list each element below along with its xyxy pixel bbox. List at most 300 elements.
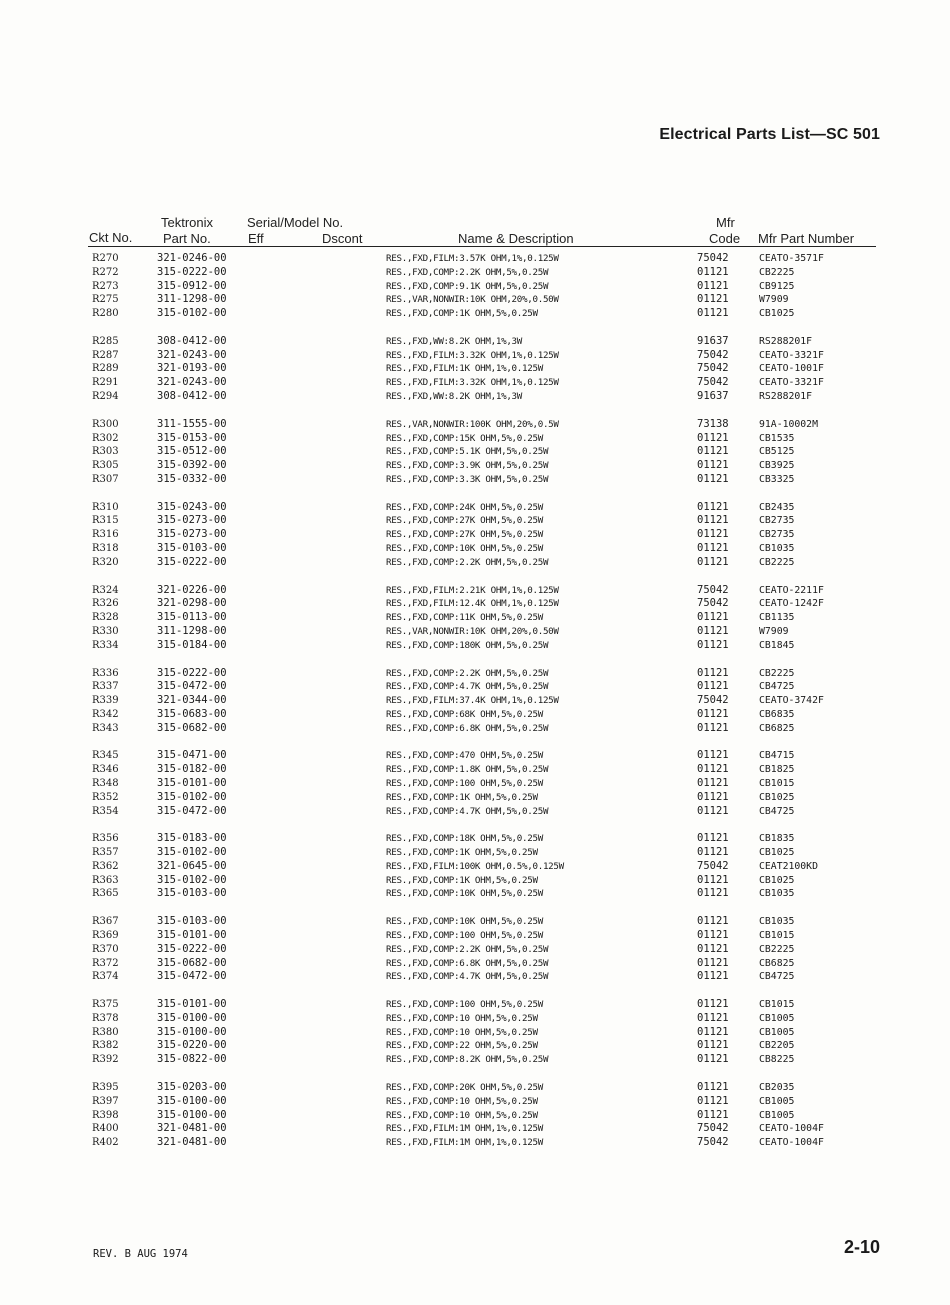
- mfr-code: 01121: [697, 265, 729, 278]
- mfr-code: 91637: [697, 390, 729, 403]
- mfr-part-number: CB4725: [759, 681, 795, 693]
- col-mfr-part-number: Mfr Part Number: [758, 231, 855, 246]
- col-name-description: Name & Description: [458, 231, 574, 246]
- ckt-no: R275: [92, 294, 119, 306]
- mfr-code: 01121: [697, 1039, 729, 1052]
- description: RES.,FXD,COMP:15K OHM,5%,0.25W: [386, 432, 543, 444]
- part-no: 321-0481-00: [157, 1122, 227, 1135]
- description: RES.,VAR,NONWIR:10K OHM,20%,0.50W: [386, 294, 559, 306]
- table-row: [0, 390, 950, 404]
- part-no: 321-0645-00: [157, 859, 227, 872]
- table-row: [0, 1122, 950, 1136]
- ckt-no: R342: [92, 708, 119, 720]
- mfr-code: 01121: [697, 638, 729, 651]
- ckt-no: R356: [92, 833, 119, 845]
- col-dscont: Dscont: [322, 231, 363, 246]
- mfr-part-number: CB8225: [759, 1054, 795, 1066]
- ckt-no: R294: [92, 391, 119, 403]
- table-row: [0, 611, 950, 625]
- ckt-no: R273: [92, 280, 119, 292]
- mfr-code: 01121: [697, 928, 729, 941]
- mfr-code: 01121: [697, 445, 729, 458]
- table-row: [0, 1136, 950, 1150]
- description: RES.,FXD,COMP:5.1K OHM,5%,0.25W: [386, 446, 549, 458]
- mfr-part-number: CB6825: [759, 957, 795, 969]
- part-no: 315-0222-00: [157, 555, 227, 568]
- part-no: 315-0102-00: [157, 790, 227, 803]
- mfr-part-number: CB1005: [759, 1095, 795, 1107]
- mfr-part-number: CB3925: [759, 460, 795, 472]
- mfr-part-number: CB2035: [759, 1082, 795, 1093]
- parts-group: [0, 1081, 950, 1150]
- mfr-part-number: CB1025: [759, 791, 795, 803]
- ckt-no: R343: [92, 722, 119, 734]
- mfr-code: 75042: [697, 362, 729, 375]
- table-row: [0, 791, 950, 805]
- mfr-part-number: CB4715: [759, 750, 795, 762]
- ckt-no: R318: [92, 543, 119, 555]
- col-part-no: Part No.: [163, 231, 211, 246]
- mfr-code: 75042: [697, 1122, 729, 1135]
- mfr-code: 01121: [697, 956, 729, 969]
- mfr-code: 01121: [697, 666, 729, 679]
- ckt-no: R397: [92, 1095, 119, 1107]
- ckt-no: R320: [92, 556, 119, 568]
- mfr-code: 01121: [697, 790, 729, 803]
- ckt-no: R372: [92, 957, 119, 969]
- table-row: [0, 998, 950, 1012]
- ckt-no: R348: [92, 777, 119, 789]
- ckt-no: R334: [92, 639, 119, 651]
- table-row: [0, 349, 950, 363]
- description: RES.,FXD,COMP:2.2K OHM,5%,0.25W: [386, 667, 549, 679]
- table-row: [0, 584, 950, 598]
- table-row: [0, 832, 950, 846]
- table-row: [0, 846, 950, 860]
- ckt-no: R380: [92, 1026, 119, 1038]
- ckt-no: R272: [92, 266, 119, 278]
- ckt-no: R285: [92, 335, 119, 347]
- mfr-part-number: RS288201F: [759, 335, 813, 347]
- ckt-no: R345: [92, 750, 119, 762]
- description: RES.,FXD,COMP:68K OHM,5%,0.25W: [386, 708, 543, 720]
- mfr-code: 01121: [697, 970, 729, 983]
- ckt-no: R357: [92, 847, 119, 859]
- part-no: 315-0101-00: [157, 928, 227, 941]
- revision-note: REV. B AUG 1974: [93, 1248, 188, 1260]
- ckt-no: R300: [92, 418, 119, 430]
- mfr-part-number: CB2225: [759, 266, 795, 278]
- description: RES.,FXD,COMP:24K OHM,5%,0.25W: [386, 501, 543, 513]
- table-row: [0, 376, 950, 390]
- ckt-no: R370: [92, 943, 119, 955]
- description: RES.,FXD,COMP:1K OHM,5%,0.25W: [386, 791, 538, 803]
- part-no: 321-0344-00: [157, 694, 227, 707]
- col-mfr: Mfr: [716, 215, 735, 230]
- description: RES.,FXD,FILM:1M OHM,1%,0.125W: [386, 1123, 543, 1135]
- page-number: 2-10: [843, 1237, 880, 1257]
- ckt-no: R302: [92, 432, 119, 444]
- part-no: 315-0203-00: [157, 1081, 227, 1093]
- description: RES.,FXD,COMP:10 OHM,5%,0.25W: [386, 1109, 538, 1121]
- part-no: 315-0220-00: [157, 1039, 227, 1052]
- mfr-code: 01121: [697, 776, 729, 789]
- table-row: [0, 418, 950, 432]
- ckt-no: R398: [92, 1109, 119, 1121]
- table-row: [0, 777, 950, 791]
- table-row: [0, 887, 950, 901]
- description: RES.,FXD,FILM:2.21K OHM,1%,0.125W: [386, 584, 559, 596]
- part-no: 308-0412-00: [157, 334, 227, 347]
- part-no: 315-0243-00: [157, 500, 227, 513]
- mfr-part-number: CEATO-3321F: [759, 349, 824, 361]
- table-row: [0, 874, 950, 888]
- mfr-part-number: W7909: [759, 625, 789, 637]
- table-row: [0, 860, 950, 874]
- mfr-code: 01121: [697, 514, 729, 527]
- mfr-part-number: CB2225: [759, 556, 795, 568]
- mfr-code: 01121: [697, 915, 729, 928]
- mfr-code: 01121: [697, 749, 729, 762]
- table-row: [0, 293, 950, 307]
- mfr-code: 01121: [697, 307, 729, 320]
- mfr-part-number: CB1005: [759, 1012, 795, 1024]
- description: RES.,FXD,COMP:10 OHM,5%,0.25W: [386, 1026, 538, 1038]
- part-no: 308-0412-00: [157, 390, 227, 403]
- ckt-no: R395: [92, 1082, 119, 1093]
- mfr-part-number: CB1825: [759, 764, 795, 776]
- mfr-part-number: CB2435: [759, 501, 795, 513]
- mfr-part-number: CEATO-1001F: [759, 363, 824, 375]
- table-row: [0, 266, 950, 280]
- ckt-no: R330: [92, 625, 119, 637]
- description: RES.,FXD,FILM:3.32K OHM,1%,0.125W: [386, 349, 559, 361]
- mfr-code: 01121: [697, 873, 729, 886]
- description: RES.,FXD,FILM:3.57K OHM,1%,0.125W: [386, 253, 559, 264]
- description: RES.,FXD,COMP:1.8K OHM,5%,0.25W: [386, 764, 549, 776]
- mfr-part-number: CB4725: [759, 805, 795, 817]
- mfr-code: 01121: [697, 555, 729, 568]
- parts-group: [0, 501, 950, 570]
- mfr-code: 75042: [697, 583, 729, 596]
- table-row: [0, 514, 950, 528]
- mfr-code: 75042: [697, 597, 729, 610]
- mfr-part-number: CB1015: [759, 929, 795, 941]
- description: RES.,FXD,WW:8.2K OHM,1%,3W: [386, 335, 523, 347]
- mfr-part-number: CB1035: [759, 916, 795, 928]
- description: RES.,FXD,COMP:10 OHM,5%,0.25W: [386, 1012, 538, 1024]
- mfr-part-number: CB9125: [759, 280, 795, 292]
- parts-group: [0, 667, 950, 736]
- mfr-code: 73138: [697, 417, 729, 430]
- part-no: 315-0182-00: [157, 763, 227, 776]
- table-row: [0, 528, 950, 542]
- mfr-code: 01121: [697, 431, 729, 444]
- col-eff: Eff: [248, 231, 264, 246]
- part-no: 315-0101-00: [157, 776, 227, 789]
- ckt-no: R378: [92, 1012, 119, 1024]
- ckt-no: R280: [92, 308, 119, 320]
- ckt-no: R316: [92, 529, 119, 541]
- table-row: [0, 1109, 950, 1123]
- ckt-no: R375: [92, 999, 119, 1011]
- table-row: [0, 280, 950, 294]
- ckt-no: R362: [92, 860, 119, 872]
- description: RES.,FXD,COMP:3.3K OHM,5%,0.25W: [386, 473, 549, 485]
- table-row: [0, 957, 950, 971]
- table-row: [0, 473, 950, 487]
- mfr-part-number: CB3325: [759, 473, 795, 485]
- mfr-code: 01121: [697, 1011, 729, 1024]
- mfr-part-number: CB5125: [759, 446, 795, 458]
- description: RES.,FXD,COMP:27K OHM,5%,0.25W: [386, 529, 543, 541]
- mfr-part-number: CEATO-1004F: [759, 1123, 824, 1135]
- ckt-no: R305: [92, 460, 119, 472]
- parts-group: [0, 915, 950, 984]
- part-no: 321-0298-00: [157, 597, 227, 610]
- ckt-no: R363: [92, 874, 119, 886]
- mfr-code: 01121: [697, 279, 729, 292]
- part-no: 315-0103-00: [157, 542, 227, 555]
- ckt-no: R369: [92, 929, 119, 941]
- part-no: 315-0472-00: [157, 680, 227, 693]
- table-row: [0, 335, 950, 349]
- ckt-no: R303: [92, 446, 119, 458]
- mfr-part-number: CB1015: [759, 999, 795, 1011]
- description: RES.,FXD,COMP:180K OHM,5%,0.25W: [386, 639, 549, 651]
- ckt-no: R367: [92, 916, 119, 928]
- mfr-part-number: CB1035: [759, 543, 795, 555]
- description: RES.,FXD,COMP:10K OHM,5%,0.25W: [386, 543, 543, 555]
- part-no: 315-0471-00: [157, 749, 227, 762]
- mfr-part-number: CB1845: [759, 639, 795, 651]
- mfr-code: 01121: [697, 998, 729, 1011]
- ckt-no: R346: [92, 764, 119, 776]
- table-row: [0, 763, 950, 777]
- table-row: [0, 1053, 950, 1067]
- mfr-part-number: CB2205: [759, 1040, 795, 1052]
- mfr-code: 75042: [697, 1136, 729, 1149]
- ckt-no: R270: [92, 253, 119, 264]
- table-row: [0, 459, 950, 473]
- mfr-part-number: CB2225: [759, 667, 795, 679]
- description: RES.,FXD,COMP:6.8K OHM,5%,0.25W: [386, 957, 549, 969]
- description: RES.,FXD,COMP:470 OHM,5%,0.25W: [386, 750, 543, 762]
- description: RES.,FXD,COMP:2.2K OHM,5%,0.25W: [386, 266, 549, 278]
- mfr-code: 75042: [697, 348, 729, 361]
- table-row: [0, 915, 950, 929]
- mfr-part-number: CB1025: [759, 874, 795, 886]
- table-row: [0, 943, 950, 957]
- ckt-no: R392: [92, 1054, 119, 1066]
- mfr-code: 01121: [697, 887, 729, 900]
- description: RES.,FXD,COMP:4.7K OHM,5%,0.25W: [386, 681, 549, 693]
- description: RES.,FXD,COMP:4.7K OHM,5%,0.25W: [386, 971, 549, 983]
- ckt-no: R287: [92, 349, 119, 361]
- table-row: [0, 1039, 950, 1053]
- part-no: 321-0246-00: [157, 252, 227, 264]
- part-no: 315-0100-00: [157, 1108, 227, 1121]
- part-no: 315-0184-00: [157, 638, 227, 651]
- part-no: 315-0822-00: [157, 1053, 227, 1066]
- parts-group: [0, 335, 950, 404]
- part-no: 321-0243-00: [157, 348, 227, 361]
- mfr-code: 01121: [697, 1081, 729, 1093]
- col-code: Code: [709, 231, 741, 246]
- mfr-part-number: CB1835: [759, 833, 795, 845]
- mfr-part-number: CEATO-3321F: [759, 377, 824, 389]
- description: RES.,FXD,COMP:2.2K OHM,5%,0.25W: [386, 943, 549, 955]
- description: RES.,FXD,FILM:37.4K OHM,1%,0.125W: [386, 695, 559, 707]
- table-row: [0, 501, 950, 515]
- ckt-no: R382: [92, 1040, 119, 1052]
- mfr-code: 01121: [697, 472, 729, 485]
- col-ckt-no: Ckt No.: [89, 230, 133, 245]
- part-no: 315-0153-00: [157, 431, 227, 444]
- part-no: 315-0273-00: [157, 528, 227, 541]
- mfr-code: 01121: [697, 500, 729, 513]
- description: RES.,FXD,WW:8.2K OHM,1%,3W: [386, 391, 523, 403]
- page-title: Electrical Parts List—SC 501: [659, 126, 880, 143]
- table-row: [0, 252, 950, 266]
- ckt-no: R354: [92, 805, 119, 817]
- mfr-part-number: CB4725: [759, 971, 795, 983]
- parts-group: [0, 832, 950, 901]
- part-no: 315-0102-00: [157, 307, 227, 320]
- mfr-code: 01121: [697, 293, 729, 306]
- mfr-code: 01121: [697, 707, 729, 720]
- table-row: [0, 597, 950, 611]
- table-row: [0, 556, 950, 570]
- mfr-part-number: CB1005: [759, 1026, 795, 1038]
- description: RES.,FXD,COMP:1K OHM,5%,0.25W: [386, 874, 538, 886]
- mfr-code: 01121: [697, 459, 729, 472]
- description: RES.,FXD,COMP:3.9K OHM,5%,0.25W: [386, 460, 549, 472]
- mfr-code: 01121: [697, 1025, 729, 1038]
- ckt-no: R328: [92, 612, 119, 624]
- part-no: 315-0101-00: [157, 998, 227, 1011]
- mfr-part-number: CEATO-1004F: [759, 1137, 824, 1149]
- mfr-part-number: CB1535: [759, 432, 795, 444]
- description: RES.,FXD,FILM:1M OHM,1%,0.125W: [386, 1137, 543, 1149]
- part-no: 311-1298-00: [157, 624, 227, 637]
- mfr-part-number: CEATO-3571F: [759, 253, 824, 264]
- mfr-part-number: CEATO-2211F: [759, 584, 824, 596]
- description: RES.,FXD,FILM:1K OHM,1%,0.125W: [386, 363, 543, 375]
- ckt-no: R400: [92, 1123, 119, 1135]
- mfr-part-number: CB1035: [759, 888, 795, 900]
- mfr-part-number: CB6825: [759, 722, 795, 734]
- part-no: 315-0100-00: [157, 1094, 227, 1107]
- col-tektronix: Tektronix: [161, 215, 214, 230]
- parts-group: [0, 418, 950, 487]
- part-no: 315-0100-00: [157, 1011, 227, 1024]
- mfr-part-number: CB2735: [759, 515, 795, 527]
- mfr-part-number: CB2735: [759, 529, 795, 541]
- table-row: [0, 680, 950, 694]
- mfr-code: 75042: [697, 376, 729, 389]
- description: RES.,FXD,COMP:20K OHM,5%,0.25W: [386, 1082, 543, 1093]
- description: RES.,FXD,COMP:1K OHM,5%,0.25W: [386, 308, 538, 320]
- part-no: 321-0226-00: [157, 583, 227, 596]
- ckt-no: R365: [92, 888, 119, 900]
- table-row: [0, 1026, 950, 1040]
- mfr-code: 01121: [697, 1094, 729, 1107]
- header-rule: [88, 246, 876, 247]
- ckt-no: R326: [92, 598, 119, 610]
- table-row: [0, 722, 950, 736]
- mfr-code: 01121: [697, 763, 729, 776]
- mfr-part-number: CB1025: [759, 847, 795, 859]
- description: RES.,FXD,COMP:10K OHM,5%,0.25W: [386, 888, 543, 900]
- part-no: 315-0392-00: [157, 459, 227, 472]
- ckt-no: R374: [92, 971, 119, 983]
- mfr-code: 75042: [697, 859, 729, 872]
- description: RES.,FXD,COMP:27K OHM,5%,0.25W: [386, 515, 543, 527]
- mfr-part-number: CB6835: [759, 708, 795, 720]
- mfr-code: 01121: [697, 542, 729, 555]
- part-no: 315-0102-00: [157, 873, 227, 886]
- mfr-part-number: CB1025: [759, 308, 795, 320]
- description: RES.,FXD,COMP:18K OHM,5%,0.25W: [386, 833, 543, 845]
- ckt-no: R324: [92, 584, 119, 596]
- description: RES.,VAR,NONWIR:100K OHM,20%,0.5W: [386, 418, 559, 430]
- part-no: 321-0243-00: [157, 376, 227, 389]
- description: RES.,VAR,NONWIR:10K OHM,20%,0.50W: [386, 625, 559, 637]
- description: RES.,FXD,COMP:4.7K OHM,5%,0.25W: [386, 805, 549, 817]
- table-row: [0, 1012, 950, 1026]
- part-no: 315-0183-00: [157, 832, 227, 845]
- part-no: 315-0103-00: [157, 915, 227, 928]
- table-row: [0, 805, 950, 819]
- part-no: 315-0683-00: [157, 707, 227, 720]
- part-no: 315-0472-00: [157, 804, 227, 817]
- description: RES.,FXD,COMP:22 OHM,5%,0.25W: [386, 1040, 538, 1052]
- mfr-code: 01121: [697, 846, 729, 859]
- ckt-no: R307: [92, 473, 119, 485]
- part-no: 315-0912-00: [157, 279, 227, 292]
- part-no: 311-1298-00: [157, 293, 227, 306]
- mfr-code: 75042: [697, 252, 729, 264]
- mfr-code: 01121: [697, 528, 729, 541]
- mfr-code: 01121: [697, 721, 729, 734]
- description: RES.,FXD,COMP:100 OHM,5%,0.25W: [386, 999, 543, 1011]
- part-no: 315-0222-00: [157, 265, 227, 278]
- ckt-no: R310: [92, 501, 119, 513]
- part-no: 315-0682-00: [157, 721, 227, 734]
- description: RES.,FXD,FILM:100K OHM,0.5%,0.125W: [386, 860, 564, 872]
- parts-group: [0, 749, 950, 818]
- mfr-code: 01121: [697, 624, 729, 637]
- parts-group: [0, 998, 950, 1067]
- table-row: [0, 1095, 950, 1109]
- table-row: [0, 970, 950, 984]
- ckt-no: R315: [92, 515, 119, 527]
- description: RES.,FXD,COMP:1K OHM,5%,0.25W: [386, 847, 538, 859]
- part-no: 315-0222-00: [157, 942, 227, 955]
- mfr-part-number: CEATO-1242F: [759, 598, 824, 610]
- mfr-part-number: CB1005: [759, 1109, 795, 1121]
- table-row: [0, 694, 950, 708]
- part-no: 315-0113-00: [157, 611, 227, 624]
- mfr-code: 01121: [697, 804, 729, 817]
- part-no: 315-0273-00: [157, 514, 227, 527]
- mfr-code: 75042: [697, 694, 729, 707]
- parts-group: [0, 252, 950, 321]
- part-no: 321-0193-00: [157, 362, 227, 375]
- description: RES.,FXD,FILM:12.4K OHM,1%,0.125W: [386, 598, 559, 610]
- table-row: [0, 542, 950, 556]
